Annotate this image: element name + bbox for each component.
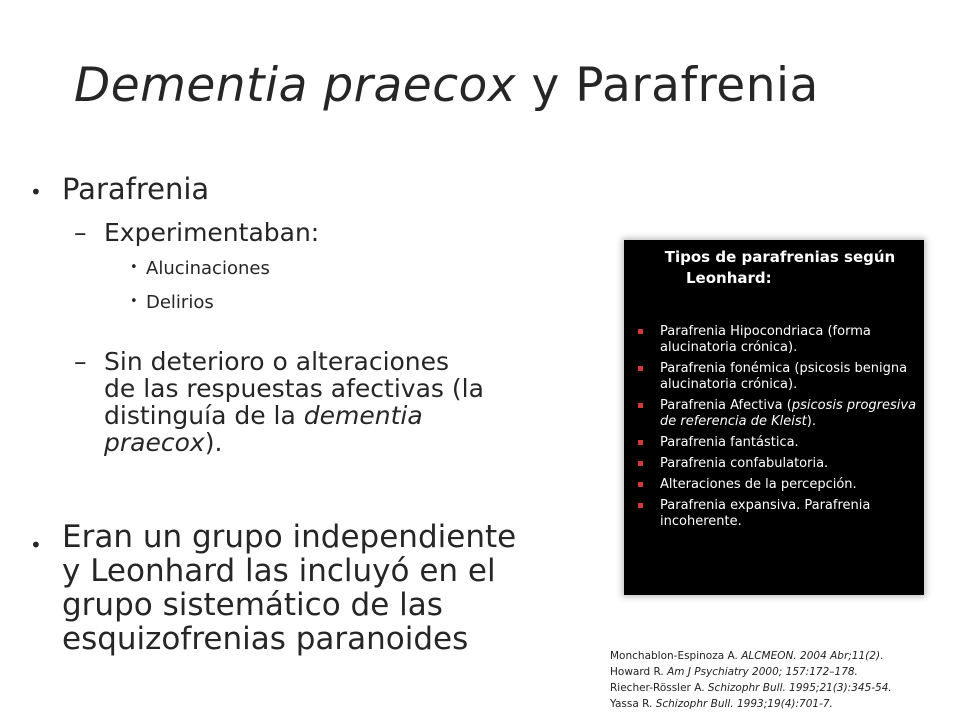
box-list-item: Parafrenia Hipocondriaca (forma alucinatoria crónica).	[636, 324, 918, 356]
bullet-text-block	[62, 520, 516, 656]
box-list-item: Parafrenia Afectiva (psicosis progresiva de referencia de Kleist).	[636, 398, 918, 430]
bullet-dot: •	[130, 260, 138, 275]
sub-bullet-text-block	[104, 348, 484, 456]
dash: –	[74, 218, 87, 247]
text-line	[104, 429, 484, 456]
text-line: grupo sistemático de las	[62, 587, 443, 623]
italic-term: praecox	[104, 428, 205, 457]
box-list-item: Parafrenia fonémica (psicosis benigna alucinatoria crónica).	[636, 361, 918, 393]
square-bullet-icon	[638, 482, 643, 487]
box-list-item: Alteraciones de la percepción.	[636, 477, 918, 493]
sub-bullet-text: Experimentaban:	[104, 218, 320, 247]
reference-line: Yassa R. Schizophr Bull. 1993;19(4):701-7.	[610, 698, 833, 710]
sub-bullet-experimentaban	[74, 218, 320, 247]
square-bullet-icon	[638, 440, 643, 445]
square-bullet-icon	[638, 461, 643, 466]
reference-line: Howard R. Am J Psychiatry 2000; 157:172–178.	[610, 666, 858, 678]
square-bullet-icon	[638, 403, 643, 408]
box-title-line: Tipos de parafrenias según	[664, 248, 896, 266]
text-line: de las respuestas afectivas (la	[104, 374, 484, 403]
text-line: esquizofrenias paranoides	[62, 621, 469, 657]
square-bullet-icon	[638, 366, 643, 371]
dash: –	[74, 347, 87, 376]
text-span: distinguía de la	[104, 401, 304, 430]
reference-line: Riecher-Rössler A. Schizophr Bull. 1995;21(3):345-54.	[610, 682, 892, 694]
list-item-text: Delirios	[146, 292, 214, 313]
square-bullet-icon	[638, 329, 643, 334]
bullet-text: Parafrenia	[62, 172, 210, 206]
text-line: y Leonhard las incluyó en el	[62, 553, 496, 589]
text-span: ).	[204, 428, 223, 457]
title-italic: Dementia praecox	[74, 58, 517, 113]
reference-line: Monchablon-Espinoza A. ALCMEON. 2004 Abr;11(2).	[610, 650, 884, 662]
square-bullet-icon	[638, 503, 643, 508]
sub-bullet-sin-deterioro	[74, 347, 594, 457]
box-list	[636, 324, 918, 535]
box-title-line: Leonhard:	[686, 269, 772, 287]
box-list-item: Parafrenia confabulatoria.	[636, 456, 918, 472]
parafrenia-types-box	[624, 240, 924, 595]
box-title	[640, 247, 920, 289]
slide-title	[74, 58, 819, 113]
text-line: Eran un grupo independiente	[62, 519, 517, 555]
bullet-dot: •	[130, 294, 138, 309]
text-line: Sin deterioro o alteraciones	[104, 347, 450, 376]
bullet-dot: •	[30, 180, 42, 204]
bullet-dot: •	[30, 533, 42, 557]
box-list-item: Parafrenia fantástica.	[636, 435, 918, 451]
references	[610, 648, 955, 712]
italic-term: dementia	[303, 401, 423, 430]
text-line	[104, 402, 484, 429]
list-item-text: Alucinaciones	[146, 258, 270, 279]
box-list-item: Parafrenia expansiva. Parafrenia incoherente.	[636, 498, 918, 530]
title-rest: y Parafrenia	[516, 58, 819, 113]
